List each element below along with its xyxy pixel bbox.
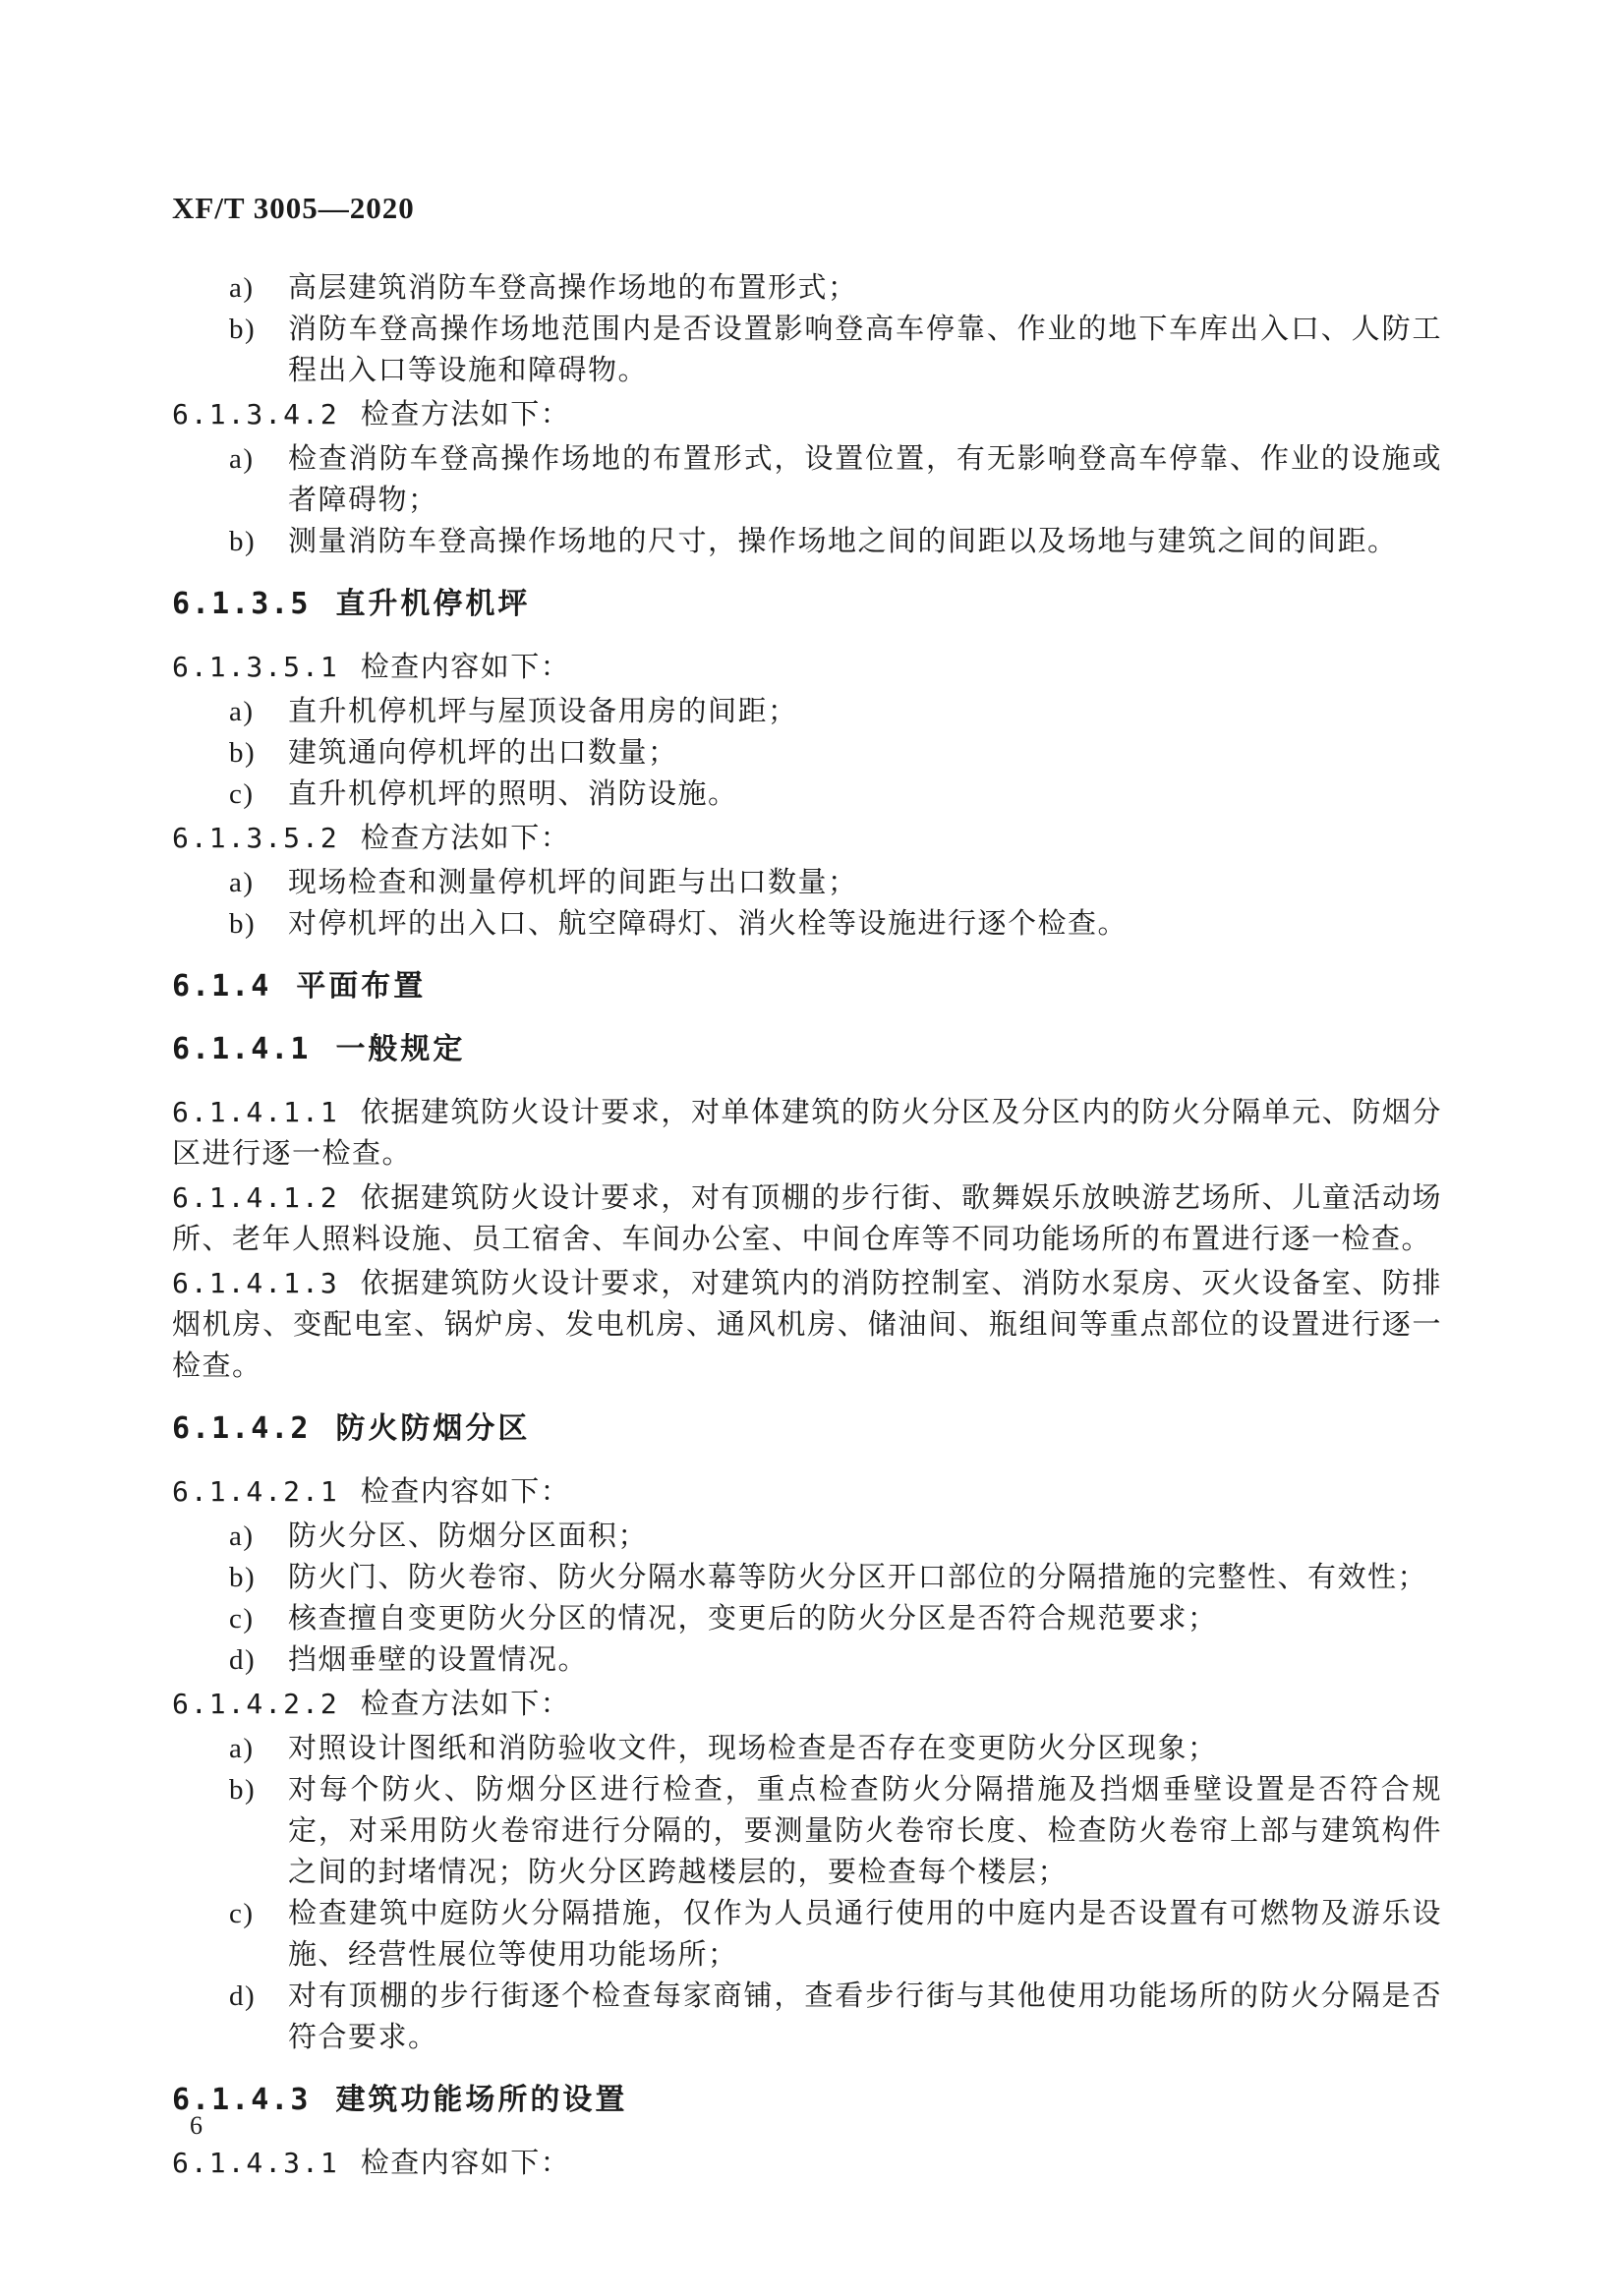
heading-text: 防火防烟分区 bbox=[335, 1412, 531, 1445]
clause-text: 检查内容如下： bbox=[360, 2148, 571, 2179]
list-marker: a) bbox=[229, 1733, 255, 1764]
list-item-d bbox=[229, 1976, 1442, 2058]
list-text: 直升机停机坪与屋顶设备用房的间距； bbox=[288, 696, 798, 727]
list-marker: c) bbox=[229, 1603, 255, 1635]
list-marker: b) bbox=[229, 526, 257, 557]
list-marker: d) bbox=[229, 1980, 257, 2012]
clause-number: 6.1.4.3.1 bbox=[172, 2147, 339, 2179]
heading-number: 6.1.4 bbox=[172, 969, 271, 1004]
clause-number: 6.1.4.1.2 bbox=[172, 1181, 339, 1214]
heading-number: 6.1.3.5 bbox=[172, 587, 311, 621]
list-text: 检查建筑中庭防火分隔措施，仅作为人员通行使用的中庭内是否设置有可燃物及游乐设施、经营性展位等使用功能场所； bbox=[288, 1898, 1442, 1971]
list-marker: b) bbox=[229, 737, 257, 769]
list-marker: d) bbox=[229, 1644, 257, 1676]
list-text: 检查消防车登高操作场地的布置形式，设置位置，有无影响登高车停靠、作业的设施或者障碍物； bbox=[288, 443, 1442, 516]
list-marker: b) bbox=[229, 1562, 257, 1593]
list-marker: a) bbox=[229, 867, 255, 898]
clause-text: 检查内容如下： bbox=[360, 1476, 571, 1508]
document-body bbox=[172, 267, 1442, 2187]
clause-number: 6.1.3.4.2 bbox=[172, 398, 339, 430]
clause-6-1-3-5-2 bbox=[172, 818, 1442, 859]
list-text: 现场检查和测量停机坪的间距与出口数量； bbox=[288, 867, 858, 898]
list-item-a bbox=[229, 1516, 1442, 1557]
heading-6-1-4-1 bbox=[172, 1029, 1442, 1070]
list-text: 挡烟垂壁的设置情况。 bbox=[288, 1644, 589, 1676]
list-text: 高层建筑消防车登高操作场地的布置形式； bbox=[288, 272, 858, 304]
clause-number: 6.1.3.5.1 bbox=[172, 651, 339, 683]
clause-text: 依据建筑防火设计要求，对建筑内的消防控制室、消防水泵房、灭火设备室、防排烟机房、变配电室、锅炉房、发电机房、通风机房、储油间、瓶组间等重点部位的设置进行逐一检查。 bbox=[172, 1268, 1442, 1382]
list-item-d bbox=[229, 1639, 1442, 1681]
list-text: 直升机停机坪的照明、消防设施。 bbox=[288, 778, 738, 810]
list-item-b bbox=[229, 309, 1442, 391]
clause-number: 6.1.3.5.2 bbox=[172, 822, 339, 854]
list-marker: b) bbox=[229, 908, 257, 940]
clause-text: 检查方法如下： bbox=[360, 823, 571, 854]
list-marker: a) bbox=[229, 272, 255, 304]
clause-text: 依据建筑防火设计要求，对有顶棚的步行街、歌舞娱乐放映游艺场所、儿童活动场所、老年人照料设施、员工宿舍、车间办公室、中间仓库等不同功能场所的布置进行逐一检查。 bbox=[172, 1182, 1442, 1255]
list-item-a bbox=[229, 267, 1442, 309]
clause-text: 检查方法如下： bbox=[360, 1689, 571, 1720]
list-text: 核查擅自变更防火分区的情况，变更后的防火分区是否符合规范要求； bbox=[288, 1603, 1218, 1635]
heading-text: 平面布置 bbox=[296, 970, 427, 1003]
list-text: 测量消防车登高操作场地的尺寸，操作场地之间的间距以及场地与建筑之间的间距。 bbox=[288, 526, 1398, 557]
list-item-c bbox=[229, 1598, 1442, 1639]
list-item-a bbox=[229, 1728, 1442, 1769]
clause-6-1-4-2-2 bbox=[172, 1684, 1442, 1725]
list-item-a bbox=[229, 691, 1442, 732]
doc-code: XF/T 3005—2020 bbox=[172, 191, 415, 225]
list-item-b bbox=[229, 732, 1442, 774]
heading-6-1-4 bbox=[172, 966, 1442, 1007]
clause-number: 6.1.4.2.2 bbox=[172, 1688, 339, 1720]
clause-number: 6.1.4.1.3 bbox=[172, 1267, 339, 1299]
list-marker: a) bbox=[229, 1521, 255, 1552]
clause-6-1-4-1-2 bbox=[172, 1177, 1442, 1260]
heading-text: 建筑功能场所的设置 bbox=[335, 2084, 628, 2116]
clause-6-1-4-2-1 bbox=[172, 1471, 1442, 1513]
list-text: 对有顶棚的步行街逐个检查每家商铺，查看步行街与其他使用功能场所的防火分隔是否符合要求。 bbox=[288, 1980, 1442, 2053]
list-marker: c) bbox=[229, 778, 255, 810]
list-marker: a) bbox=[229, 696, 255, 727]
list-text: 消防车登高操作场地范围内是否设置影响登高车停靠、作业的地下车库出入口、人防工程出入口等设施和障碍物。 bbox=[288, 314, 1442, 386]
list-text: 防火分区、防烟分区面积； bbox=[288, 1521, 649, 1552]
list-marker: b) bbox=[229, 314, 257, 345]
list-marker: c) bbox=[229, 1898, 255, 1929]
list-text: 对停机坪的出入口、航空障碍灯、消火栓等设施进行逐个检查。 bbox=[288, 908, 1129, 940]
clause-6-1-4-3-1 bbox=[172, 2143, 1442, 2184]
list-text: 防火门、防火卷帘、防火分隔水幕等防火分区开口部位的分隔措施的完整性、有效性； bbox=[288, 1562, 1428, 1593]
clause-number: 6.1.4.2.1 bbox=[172, 1475, 339, 1508]
clause-6-1-3-5-1 bbox=[172, 647, 1442, 688]
list-item-b bbox=[229, 1769, 1442, 1893]
clause-text: 检查方法如下： bbox=[360, 399, 571, 430]
heading-text: 直升机停机坪 bbox=[335, 588, 531, 620]
list-item-c bbox=[229, 774, 1442, 815]
list-item-b bbox=[229, 521, 1442, 562]
list-marker: b) bbox=[229, 1774, 257, 1806]
clause-6-1-4-1-1 bbox=[172, 1092, 1442, 1175]
list-item-c bbox=[229, 1893, 1442, 1976]
list-item-a bbox=[229, 438, 1442, 521]
clause-text: 依据建筑防火设计要求，对单体建筑的防火分区及分区内的防火分隔单元、防烟分区进行逐一检查。 bbox=[172, 1097, 1442, 1170]
list-item-b bbox=[229, 1557, 1442, 1598]
heading-6-1-4-2 bbox=[172, 1408, 1442, 1450]
clause-text: 检查内容如下： bbox=[360, 652, 571, 683]
list-marker: a) bbox=[229, 443, 255, 475]
heading-number: 6.1.4.2 bbox=[172, 1411, 311, 1446]
heading-number: 6.1.4.1 bbox=[172, 1032, 311, 1066]
heading-6-1-4-3 bbox=[172, 2080, 1442, 2121]
list-text: 对照设计图纸和消防验收文件，现场检查是否存在变更防火分区现象； bbox=[288, 1733, 1218, 1764]
heading-number: 6.1.4.3 bbox=[172, 2083, 311, 2117]
list-item-b bbox=[229, 903, 1442, 945]
clause-number: 6.1.4.1.1 bbox=[172, 1096, 339, 1128]
list-text: 对每个防火、防烟分区进行检查，重点检查防火分隔措施及挡烟垂壁设置是否符合规定，对采用防火卷帘进行分隔的，要测量防火卷帘长度、检查防火卷帘上部与建筑构件之间的封堵情况；防火分区跨越楼层的，要检查每个楼层； bbox=[288, 1774, 1442, 1888]
clause-6-1-4-1-3 bbox=[172, 1263, 1442, 1387]
heading-6-1-3-5 bbox=[172, 584, 1442, 625]
list-item-a bbox=[229, 862, 1442, 903]
page-number: 6 bbox=[190, 2111, 203, 2140]
clause-6-1-3-4-2 bbox=[172, 394, 1442, 435]
heading-text: 一般规定 bbox=[335, 1033, 466, 1065]
list-text: 建筑通向停机坪的出口数量； bbox=[288, 737, 678, 769]
